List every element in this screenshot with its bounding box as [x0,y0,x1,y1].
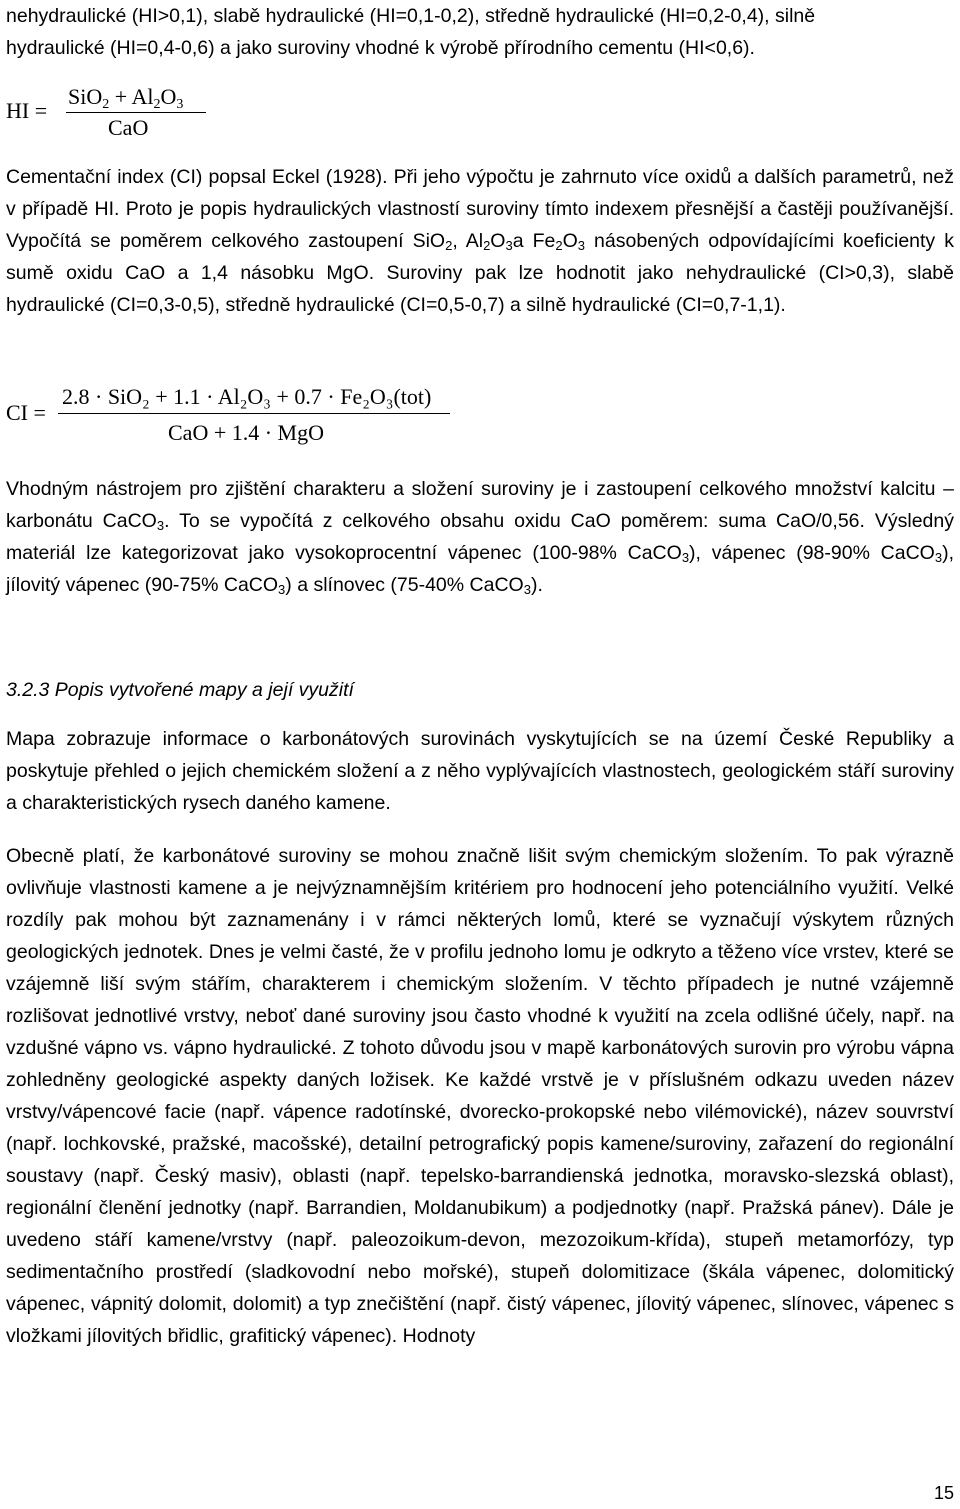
section-heading: 3.2.3 Popis vytvořené mapy a její využití [6,679,354,701]
ci-paragraph: Cementační index (CI) popsal Eckel (1928). Při jeho výpočtu je zahrnuto více oxidů a dalších parametrů, než v případě HI. Proto je popis hydraulických vlastností suroviny tímto indexem přesnější a častěji používanější. Vypočítá se poměrem celkového zastoupení SiO$_2$, $Al_2O_3a$ $Fe_2O_3$ násobených odpovídajícími koeficienty k sumě oxidu CaO a 1,4 násobku MgO. Suroviny pak lze hodnotit jako nehydraulické (CI>0,3), slabě hydraulické (CI=0,3-0,5), středně hydraulické (CI=0,5-0,7) a silně hydraulické (CI=0,7-1,1). [6,166,954,316]
hi-formula-numerator: $SiO_2 + Al_2O_3$ [68,84,184,112]
hi-formula [6,84,216,144]
intro-line-1: nehydraulické (HI>0,1), slabě hydraulické (HI=0,1-0,2), středně hydraulické (HI=0,2-0,4), silně [6,5,816,27]
ci-formula [6,380,466,450]
intro-paragraph [6,0,954,64]
section-paragraph-2: Obecně platí, že karbonátové suroviny se mohou značně lišit svým chemickým složením. To pak výrazně ovlivňuje vlastnosti kamene a je nejvýznamnějším kritériem pro hodnocení jeho potenciálního využití. Velké rozdíly pak mohou být zaznamenány i v rámci některých lomů, které se vyznačují výskytem různých geologických jednotek. Dnes je velmi časté, že v profilu jednoho lomu je odkryto a těženo více vrstev, které se vzájemně liší svým stářím, charakterem i chemickým složením. V těchto případech je nutné vzájemně rozlišovat jednotlivé vrstvy, neboť dané suroviny jsou často vhodné k využití na zcela odlišné účely, např. na vzdušné vápno vs. vápno hydraulické. Z tohoto důvodu jsou v mapě karbonátových surovin pro výrobu vápna zohledněny geologické aspekty daných ložisek. Ke každé vrstvě je v příslušném odkazu uveden název vrstvy/vápencové facie (např. vápence radotínské, dvorecko-prokopské nebo vilémovické), název souvrství (např. lochkovské, pražské, macošské), detailní petrografický popis kamene/suroviny, zařazení do regionální soustavy (např. Český masiv), oblasti (např. tepelsko-barrandienská jednotka, moravsko-slezská oblast), regionální členění jednotky (např. Barrandien, Moldanubikum) a podjednotky (např. Pražská pánev). Dále je uvedeno stáří kamene/vrstvy (např. paleozoikum-devon, mezozoikum-křída), stupeň metamorfózy, typ sedimentačního prostředí (sladkovodní nebo mořské), stupeň dolomitizace (škála vápenec, dolomitický vápenec, vápnitý dolomit, dolomit) a typ znečištění (např. čistý vápenec, jílovitý vápenec, slínovec, vápenec s vložkami jílovitých břidlic, grafitický vápenec). Hodnoty [6,845,954,1347]
caco3-paragraph: Vhodným nástrojem pro zjištění charakteru a složení suroviny je i zastoupení celkového množství kalcitu – karbonátu CaCO$_3$. To se vypočítá z celkového obsahu oxidu CaO poměrem: suma CaO/0,56. Výsledný materiál lze kategorizovat jako vysokoprocentní vápenec (100-98% CaCO$_3$), vápenec (98-90% CaCO$_3$), jílovitý vápenec (90-75% CaCO$_3$) a slínovec (75-40% CaCO$_3$). [6,478,955,597]
hi-formula-lhs: HI = [6,98,48,123]
ci-formula-numerator: 2.8 · SiO₂ + 1.1 · Al₂O₃ + 0.7 · Fe₂O₃(tot) [62,384,432,409]
section-paragraph-1: Mapa zobrazuje informace o karbonátových surovinách vyskytujících se na území České Republiky a poskytuje přehled o jejich chemickém složení a z něho vyplývajících vlastnostech, geologickém stáří suroviny a charakteristických rysech daného kamene. [6,728,954,814]
hi-formula-denominator: CaO [108,115,149,140]
page-number: 15 [933,1483,954,1503]
ci-fraction-bar [58,413,450,414]
ci-formula-denominator: CaO + 1.4 · MgO [168,420,325,445]
intro-line-2: hydraulické (HI=0,4-0,6) a jako suroviny vhodné k výrobě přírodního cementu (HI<0,6). [6,37,755,59]
hi-fraction-bar [66,112,206,113]
ci-formula-lhs: CI = [6,400,46,425]
